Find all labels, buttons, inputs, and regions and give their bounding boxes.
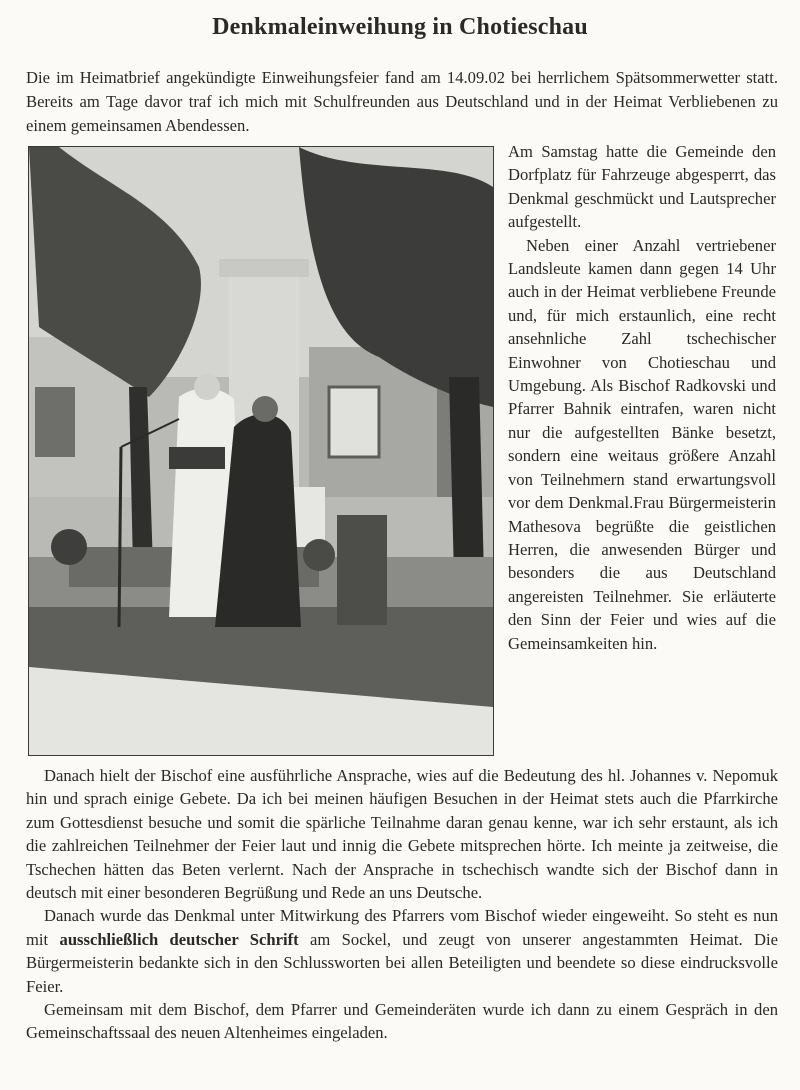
- article-title: Denkmaleinweihung in Chotieschau: [212, 14, 588, 40]
- body-paragraph-2-part-a: Danach wurde das Denkmal unter Mitwirkung des Pfarrers vom Bischof wieder eingeweiht. So steht es nun mit: [26, 906, 778, 949]
- body-paragraph-2: [26, 904, 778, 998]
- body-paragraph-1: Danach hielt der Bischof eine ausführliche Ansprache, wies auf die Bedeutung des hl. Johannes v. Nepomuk hin und sprach einige Gebete. Da ich bei meinen häufigen Besuchen in der Heimat stets auch die Pfarrkirche zum Gottesdienst besuche und somit die spärliche Teilnahme daran genau kenne, war ich sehr erstaunt, als ich die zahlreichen Teilnehmer der Feier laut und innig die Gebete mitsprechen hörte. Ich meinte ja zeitweise, die Tschechen hätten das Beten verlernt. Nach der Ansprache in tschechisch wandte sich der Bischof dann in deutsch mit einer besonderen Begrüßung und Rede an uns Deutsche.: [26, 766, 778, 903]
- ceremony-photo-illustration: [29, 147, 493, 755]
- body-paragraph-2-part-b: am Sockel, und zeugt von unserer angestammten Heimat. Die Bürgermeisterin bedankte sich in den Schlussworten bei allen Beteiligten und beendete so diese eindrucksvolle Feier.: [26, 929, 778, 996]
- side-paragraph-2: Neben einer Anzahl vertriebener Landsleute kamen dann gegen 14 Uhr auch in der Heimat verbliebene Freunde und, für mich erstaunlich, eine recht ansehnliche Zahl tschechischer Einwohner von Chotieschau und Umgebung. Als Bischof Radkovski und Pfarrer Bahnik eintrafen, waren nicht nur die aufgestellten Bänke besetzt, sondern eine weitaus größere Anzahl von Teilnehmern stand erwartungsvoll vor dem Denkmal.Frau Bürgermeisterin Mathesova begrüßte die geistlichen Herren, die anwesenden Bürger und besonders die aus Deutschland angereisten Teilnehmer. Sie erläuterte den Sinn der Feier und wies auf die Gemeinsamkeiten hin.: [508, 235, 776, 653]
- ceremony-photo: [28, 146, 494, 756]
- intro-paragraph: Die im Heimatbrief angekündigte Einweihungsfeier fand am 14.09.02 bei herrlichem Spätsommerwetter statt. Bereits am Tage davor traf ich mich mit Schulfreunden aus Deutschland und in der Heimat Verbliebenen zu einem gemeinsamen Abendessen.: [26, 68, 778, 135]
- side-paragraph-1: Am Samstag hatte die Gemeinde den Dorfplatz für Fahrzeuge abgesperrt, das Denkmal geschmückt und Lautsprecher aufgestellt.: [508, 142, 776, 232]
- emphasis-german-script: ausschließlich deutscher Schrift: [59, 929, 299, 949]
- article-body: [26, 764, 778, 1045]
- body-paragraph-3: Gemeinsam mit dem Bischof, dem Pfarrer und Gemeinderäten wurde ich dann zu einem Gespräch in den Gemeinschaftssaal des neuen Altenheimes eingeladen.: [26, 1000, 778, 1043]
- side-column: [508, 140, 776, 655]
